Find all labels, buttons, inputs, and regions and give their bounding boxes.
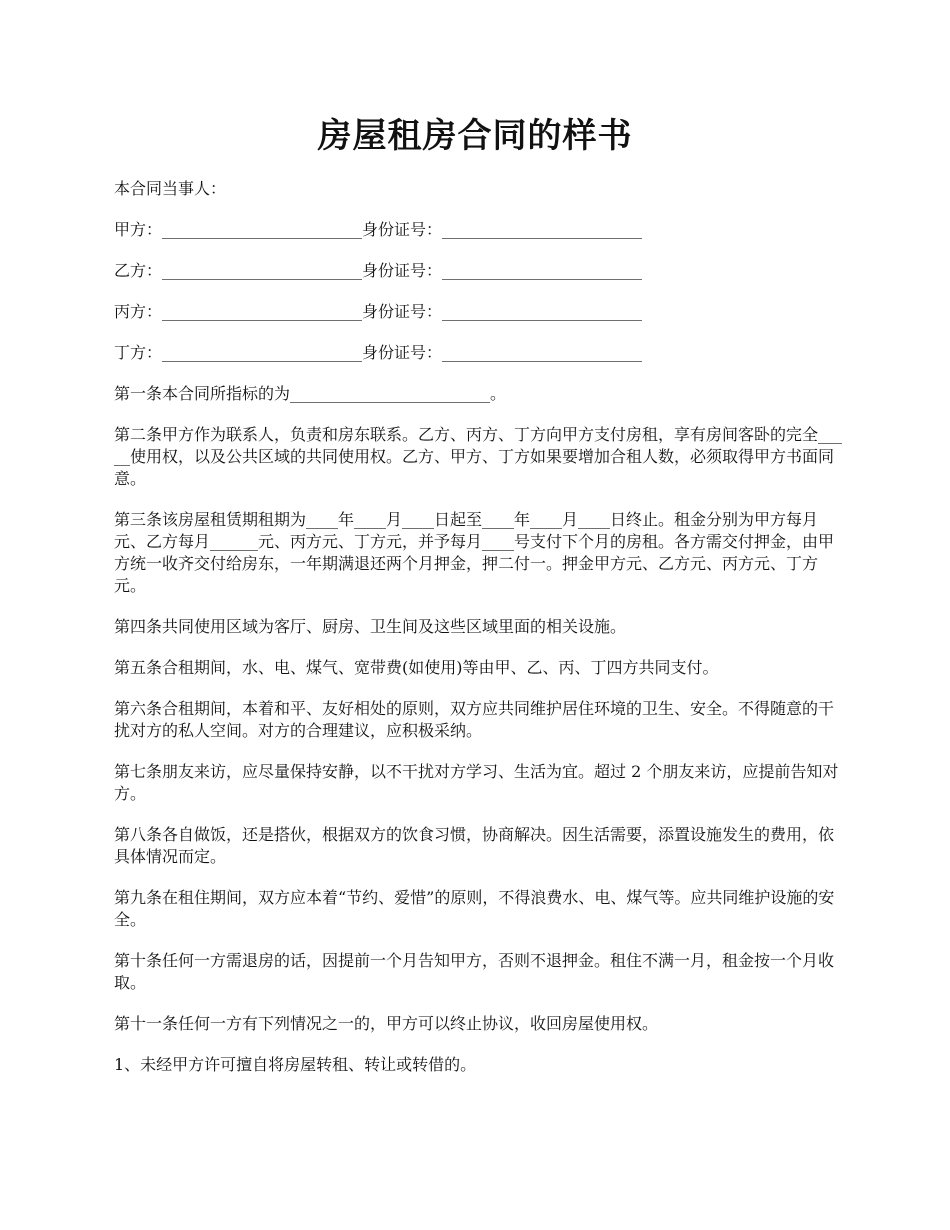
article-7: 第七条朋友来访，应尽量保持安静，以不干扰对方学习、生活为宜。超过 2 个朋友来访，应提前告知对方。 [114,762,839,803]
article-9: 第九条在租住期间，双方应本着“节约、爱惜”的原则，不得浪费水、电、煤气等。应共同维护设施的安全。 [114,888,835,929]
party-c-line: 丙方：_________________________身份证号：_________________________ [114,302,643,321]
party-b-line: 乙方：_________________________身份证号：_________________________ [114,261,643,280]
article-3: 第三条该房屋租赁期租期为____年____月____日起至____年____月____日终止。租金分别为甲方每月元、乙方每月______元、丙方元、丁方元，并予每月____号支付下个月的房租。各方需交付押金，由甲方统一收齐交付给房东，一年期满退还两个月押金，押二付一。押金甲方元、乙方元、丙方元、丁方元。 [114,510,835,595]
document-title: 房屋租房合同的样书 [317,116,633,156]
article-10: 第十条任何一方需退房的话，因提前一个月告知甲方，否则不退押金。租住不满一月，租金按一个月收取。 [114,951,835,992]
article-1: 第一条本合同所指标的为_________________________。 [114,384,507,403]
party-a-line: 甲方：_________________________身份证号：_________________________ [114,220,643,239]
article-8: 第八条各自做饭，还是搭伙，根据双方的饮食习惯，协商解决。因生活需要，添置设施发生的费用，依具体情况而定。 [114,825,835,866]
parties-intro: 本合同当事人： [114,179,227,198]
party-d-line: 丁方：_________________________身份证号：_________________________ [114,343,643,362]
article-4: 第四条共同使用区域为客厅、厨房、卫生间及这些区域里面的相关设施。 [114,617,627,636]
article-2: 第二条甲方作为联系人，负责和房东联系。乙方、丙方、丁方向甲方支付房租，享有房间客卧的完全_____使用权，以及公共区域的共同使用权。乙方、甲方、丁方如果要增加合租人数，必须取得甲方书面同意。 [114,425,843,488]
article-11-item-1: 1、未经甲方许可擅自将房屋转租、转让或转借的。 [114,1055,477,1074]
article-6: 第六条合租期间，本着和平、友好相处的原则，双方应共同维护居住环境的卫生、安全。不得随意的干扰对方的私人空间。对方的合理建议，应积极采纳。 [114,699,835,740]
article-5: 第五条合租期间，水、电、煤气、宽带费(如使用)等由甲、乙、丙、丁四方共同支付。 [114,658,719,677]
document-body [114,178,849,1095]
article-11: 第十一条任何一方有下列情况之一的，甲方可以终止协议，收回房屋使用权。 [114,1014,659,1033]
